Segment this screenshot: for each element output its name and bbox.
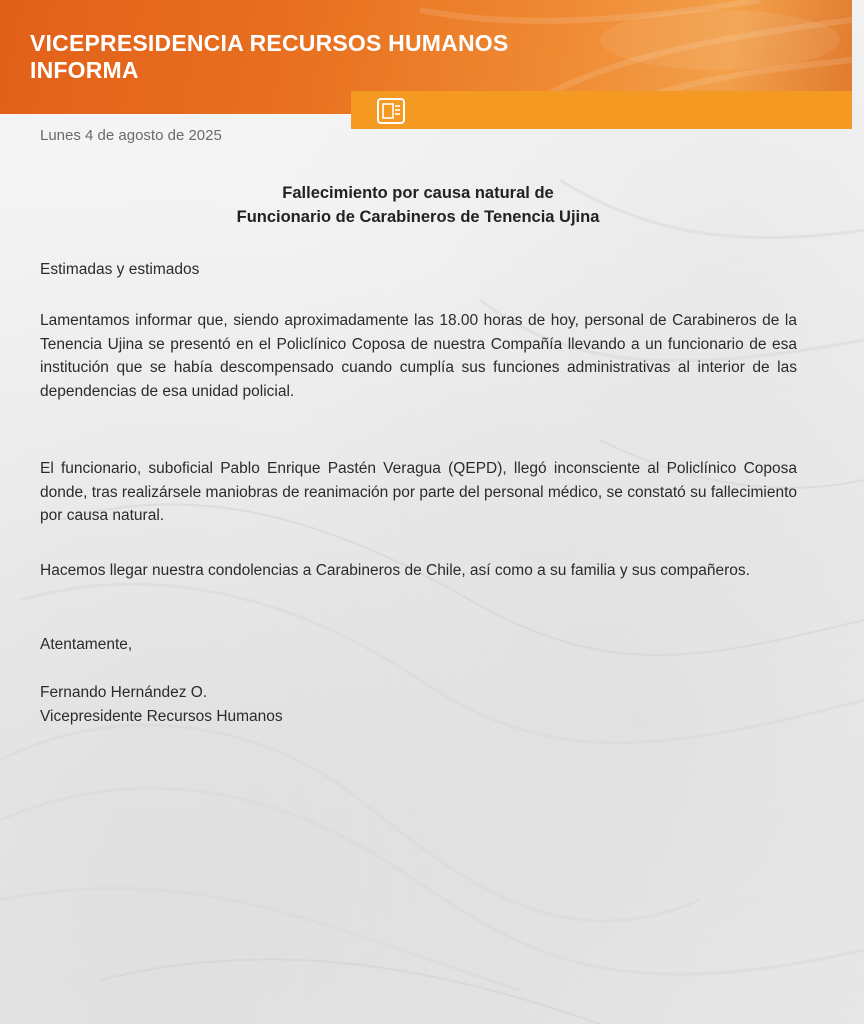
memo-subject [40,181,796,229]
header-title [30,30,508,84]
signature-name: Fernando Hernández O. [40,684,208,701]
header-title-line1: VICEPRESIDENCIA RECURSOS HUMANOS [30,30,509,56]
memo-subject-line1: Fallecimiento por causa natural de [282,184,554,202]
memo-paragraph: Hacemos llegar nuestra condolencias a Carabineros de Chile, así como a su familia y sus compañeros. [40,562,750,579]
memo-paragraph: Lamentamos informar que, siendo aproximadamente las 18.00 horas de hoy, personal de Carabineros de la Tenencia Ujina se presentó en el Policlínico Coposa de nuestra Compañía llevando a un funcionario de esa institución que se había descompensado cuando cumplía sus funciones administrativas al interior de las dependencias de esa unidad policial. [40,312,797,400]
memo-closing: Atentamente, [40,636,133,653]
memo-greeting: Estimadas y estimados [40,261,200,278]
memo-date: Lunes 4 de agosto de 2025 [40,127,222,144]
memo-paragraph: El funcionario, suboficial Pablo Enrique Pastén Veragua (QEPD), llegó inconsciente al Policlínico Coposa donde, tras realizársele maniobras de reanimación por parte del personal médico, se constató su fallecimiento por causa natural. [40,460,797,524]
document-icon [377,98,405,124]
header-accent-bar [351,91,852,129]
header-title-line2: INFORMA [30,57,139,83]
memo-subject-line2: Funcionario de Carabineros de Tenencia Ujina [236,208,600,226]
signature-title: Vicepresidente Recursos Humanos [40,708,283,725]
